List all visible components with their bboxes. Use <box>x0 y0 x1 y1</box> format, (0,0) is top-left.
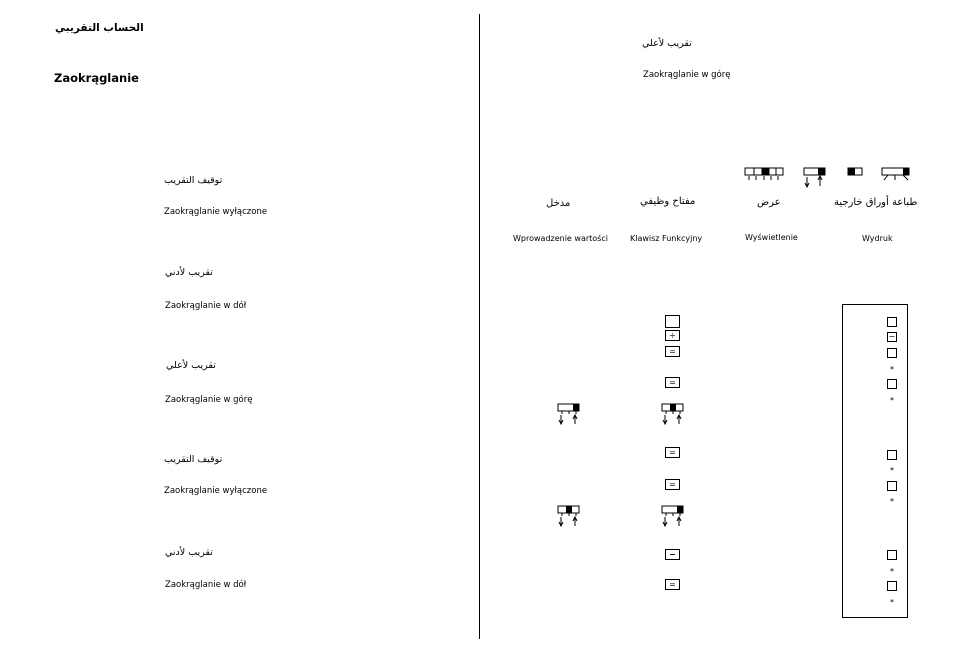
col-print-polish: Wydruk <box>862 234 893 243</box>
rounding-switch-icon <box>744 166 924 190</box>
item-3-polish: Zaokrąglanie w górę <box>165 395 253 405</box>
item-5-arabic: تقريب لأدني <box>165 547 213 558</box>
item-1-polish: Zaokrąglanie wyłączone <box>164 207 268 217</box>
print-star: * <box>890 497 894 506</box>
print-box <box>887 348 897 358</box>
col-function-key-polish: Klawisz Funkcyjny <box>630 234 703 243</box>
col-input-polish: Wprowadzenie wartości <box>513 234 608 243</box>
switch-position-icon <box>557 403 581 425</box>
col-input-arabic: مدخل <box>546 198 571 209</box>
item-5-polish: Zaokrąglanie w dół <box>165 580 247 590</box>
print-box <box>887 379 897 389</box>
print-star: * <box>890 567 894 576</box>
print-box <box>887 317 897 327</box>
col-display-arabic: عرض <box>757 197 781 208</box>
right-top-polish: Zaokrąglanie w górę <box>643 70 731 80</box>
equals-key: = <box>665 447 680 458</box>
print-star: * <box>890 365 894 374</box>
print-star: * <box>890 396 894 405</box>
col-display-polish: Wyświetlenie <box>745 233 798 242</box>
equals-key: = <box>665 579 680 590</box>
switch-position-icon <box>661 505 685 527</box>
item-1-arabic: توقيف التقريب <box>164 175 223 186</box>
col-function-key-arabic: مفتاح وظيفي <box>640 196 696 207</box>
print-box <box>887 550 897 560</box>
right-top-arabic: تقريب لأعلي <box>642 38 692 49</box>
equals-key: = <box>665 479 680 490</box>
title-polish: Zaokrąglanie <box>54 71 139 85</box>
item-4-arabic: توقيف التقريب <box>164 454 223 465</box>
title-arabic: الحساب التقريبي <box>55 22 144 34</box>
printout-receipt <box>842 304 908 618</box>
print-box <box>887 450 897 460</box>
minus-key: − <box>665 549 680 560</box>
switch-position-icon <box>557 505 581 527</box>
print-box <box>887 581 897 591</box>
item-4-polish: Zaokrąglanie wyłączone <box>164 486 268 496</box>
page-divider <box>479 14 480 639</box>
item-2-arabic: تقريب لأدني <box>165 267 213 278</box>
equals-key: = <box>665 377 680 388</box>
item-3-arabic: تقريب لأعلي <box>166 360 216 371</box>
divide-key: ÷ <box>665 330 680 341</box>
item-2-polish: Zaokrąglanie w dół <box>165 301 247 311</box>
switch-position-icon <box>661 403 685 425</box>
col-print-arabic: طباعة أوراق خارجية <box>834 197 918 208</box>
equals-key: = <box>665 346 680 357</box>
print-box <box>887 481 897 491</box>
print-star: * <box>890 598 894 607</box>
blank-key <box>665 315 680 328</box>
print-minus-box: − <box>888 332 896 341</box>
print-star: * <box>890 466 894 475</box>
